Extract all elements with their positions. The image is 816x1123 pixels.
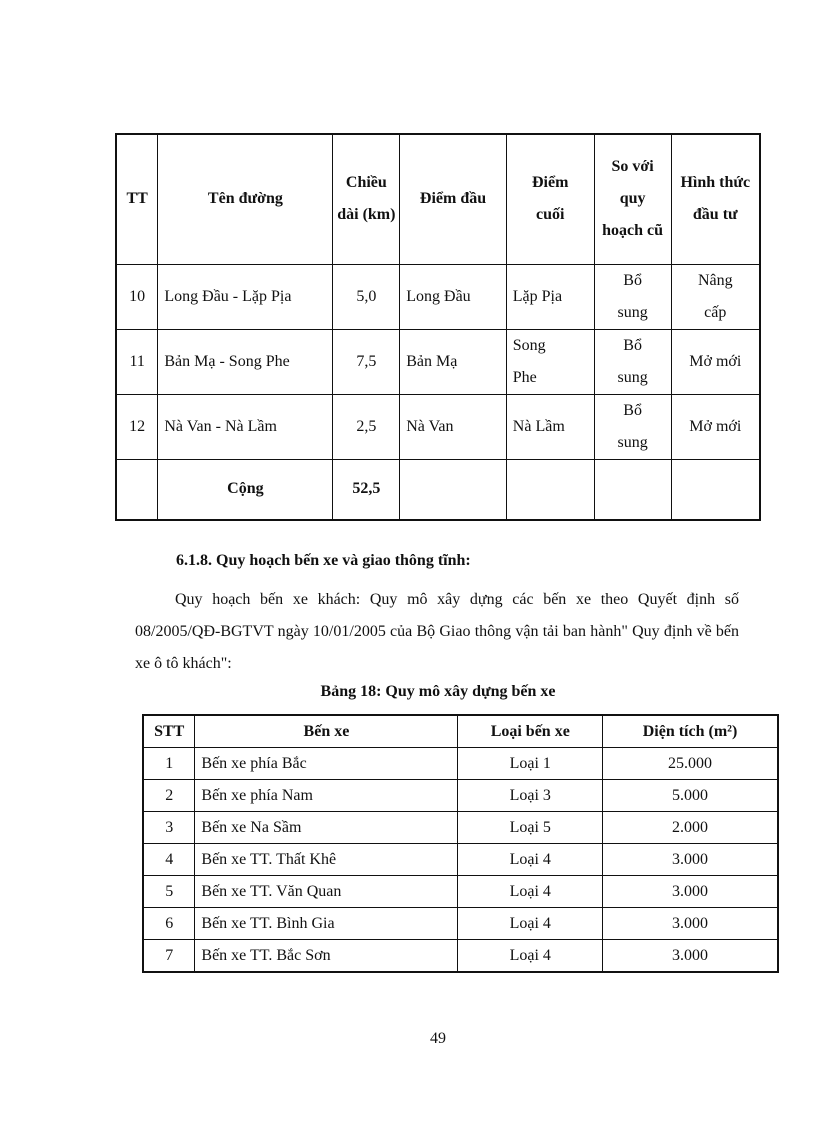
roads-header-compare: So với quy hoạch cũ <box>594 134 671 264</box>
roads-header-name: Tên đường <box>158 134 333 264</box>
roads-cell-length: 5,0 <box>333 264 400 329</box>
roads-header-row <box>116 134 760 264</box>
stations-cell-name: Bến xe TT. Bắc Sơn <box>195 940 458 973</box>
stations-cell-type: Loại 4 <box>458 876 603 908</box>
roads-cell-end: Nà Lầm <box>506 394 594 459</box>
stations-cell-stt: 1 <box>143 748 195 780</box>
stations-cell-stt: 2 <box>143 780 195 812</box>
stations-cell-type: Loại 4 <box>458 908 603 940</box>
roads-cell-tt: 12 <box>116 394 158 459</box>
stations-cell-name: Bến xe phía Nam <box>195 780 458 812</box>
roads-cell-name: Bản Mạ - Song Phe <box>158 329 333 394</box>
roads-cell-name: Long Đầu - Lặp Pịa <box>158 264 333 329</box>
roads-total-empty <box>506 459 594 520</box>
table-row <box>143 844 778 876</box>
roads-header-end: Điểm cuối <box>506 134 594 264</box>
stations-table <box>142 714 779 973</box>
table-row <box>143 876 778 908</box>
stations-cell-area: 3.000 <box>603 908 778 940</box>
roads-cell-tt: 10 <box>116 264 158 329</box>
roads-cell-start: Nà Van <box>400 394 507 459</box>
roads-header-form: Hình thức đầu tư <box>671 134 760 264</box>
roads-cell-name: Nà Van - Nà Lầm <box>158 394 333 459</box>
stations-cell-area: 2.000 <box>603 812 778 844</box>
stations-body <box>143 748 778 973</box>
roads-cell-tt: 11 <box>116 329 158 394</box>
stations-header-stt: STT <box>143 715 195 748</box>
page-number: 49 <box>430 1030 446 1047</box>
roads-total-row <box>116 459 760 520</box>
roads-cell-form: Nâng cấp <box>671 264 760 329</box>
roads-cell-start: Long Đầu <box>400 264 507 329</box>
roads-cell-length: 7,5 <box>333 329 400 394</box>
table-caption: Bảng 18: Quy mô xây dựng bến xe <box>320 683 556 700</box>
stations-cell-stt: 4 <box>143 844 195 876</box>
roads-total-empty <box>116 459 158 520</box>
table-row <box>116 394 760 459</box>
stations-cell-name: Bến xe TT. Văn Quan <box>195 876 458 908</box>
table-row <box>143 940 778 973</box>
stations-header-area: Diện tích (m²) <box>603 715 778 748</box>
section-heading: 6.1.8. Quy hoạch bến xe và giao thông tĩnh: <box>176 552 471 569</box>
stations-cell-name: Bến xe phía Bắc <box>195 748 458 780</box>
stations-cell-type: Loại 4 <box>458 844 603 876</box>
stations-cell-area: 25.000 <box>603 748 778 780</box>
roads-cell-end: Song Phe <box>506 329 594 394</box>
stations-cell-stt: 7 <box>143 940 195 973</box>
roads-header-tt: TT <box>116 134 158 264</box>
roads-cell-end: Lặp Pịa <box>506 264 594 329</box>
roads-cell-compare: Bổ sung <box>594 394 671 459</box>
table-row <box>116 264 760 329</box>
stations-cell-area: 5.000 <box>603 780 778 812</box>
roads-header-length: Chiều dài (km) <box>333 134 400 264</box>
roads-cell-form: Mở mới <box>671 329 760 394</box>
stations-header-name: Bến xe <box>195 715 458 748</box>
roads-total-empty <box>400 459 507 520</box>
table-row <box>116 329 760 394</box>
body-paragraph <box>135 584 739 680</box>
roads-total-empty <box>594 459 671 520</box>
roads-cell-form: Mở mới <box>671 394 760 459</box>
roads-cell-compare: Bổ sung <box>594 329 671 394</box>
roads-cell-compare: Bổ sung <box>594 264 671 329</box>
roads-header-start: Điểm đầu <box>400 134 507 264</box>
stations-cell-area: 3.000 <box>603 844 778 876</box>
stations-cell-stt: 6 <box>143 908 195 940</box>
body-paragraph-text: Quy hoạch bến xe khách: Quy mô xây dựng các bến xe theo Quyết định số 08/2005/QĐ-BGTVT ngày 10/01/2005 của Bộ Giao thông vận tải ban hành" Quy định về bến xe ô tô khách": <box>135 591 739 672</box>
stations-cell-type: Loại 1 <box>458 748 603 780</box>
roads-total-empty <box>671 459 760 520</box>
stations-cell-type: Loại 4 <box>458 940 603 973</box>
roads-table <box>115 133 761 521</box>
stations-header-row <box>143 715 778 748</box>
stations-cell-area: 3.000 <box>603 940 778 973</box>
stations-cell-stt: 5 <box>143 876 195 908</box>
table-row <box>143 812 778 844</box>
roads-cell-length: 2,5 <box>333 394 400 459</box>
table-row <box>143 780 778 812</box>
table-row <box>143 908 778 940</box>
roads-cell-start: Bản Mạ <box>400 329 507 394</box>
stations-cell-area: 3.000 <box>603 876 778 908</box>
roads-total-label: Cộng <box>158 459 333 520</box>
stations-cell-name: Bến xe TT. Thất Khê <box>195 844 458 876</box>
roads-total-length: 52,5 <box>333 459 400 520</box>
stations-cell-type: Loại 5 <box>458 812 603 844</box>
stations-cell-name: Bến xe TT. Bình Gia <box>195 908 458 940</box>
stations-cell-stt: 3 <box>143 812 195 844</box>
stations-cell-name: Bến xe Na Sầm <box>195 812 458 844</box>
table-row <box>143 748 778 780</box>
stations-header-type: Loại bến xe <box>458 715 603 748</box>
stations-cell-type: Loại 3 <box>458 780 603 812</box>
